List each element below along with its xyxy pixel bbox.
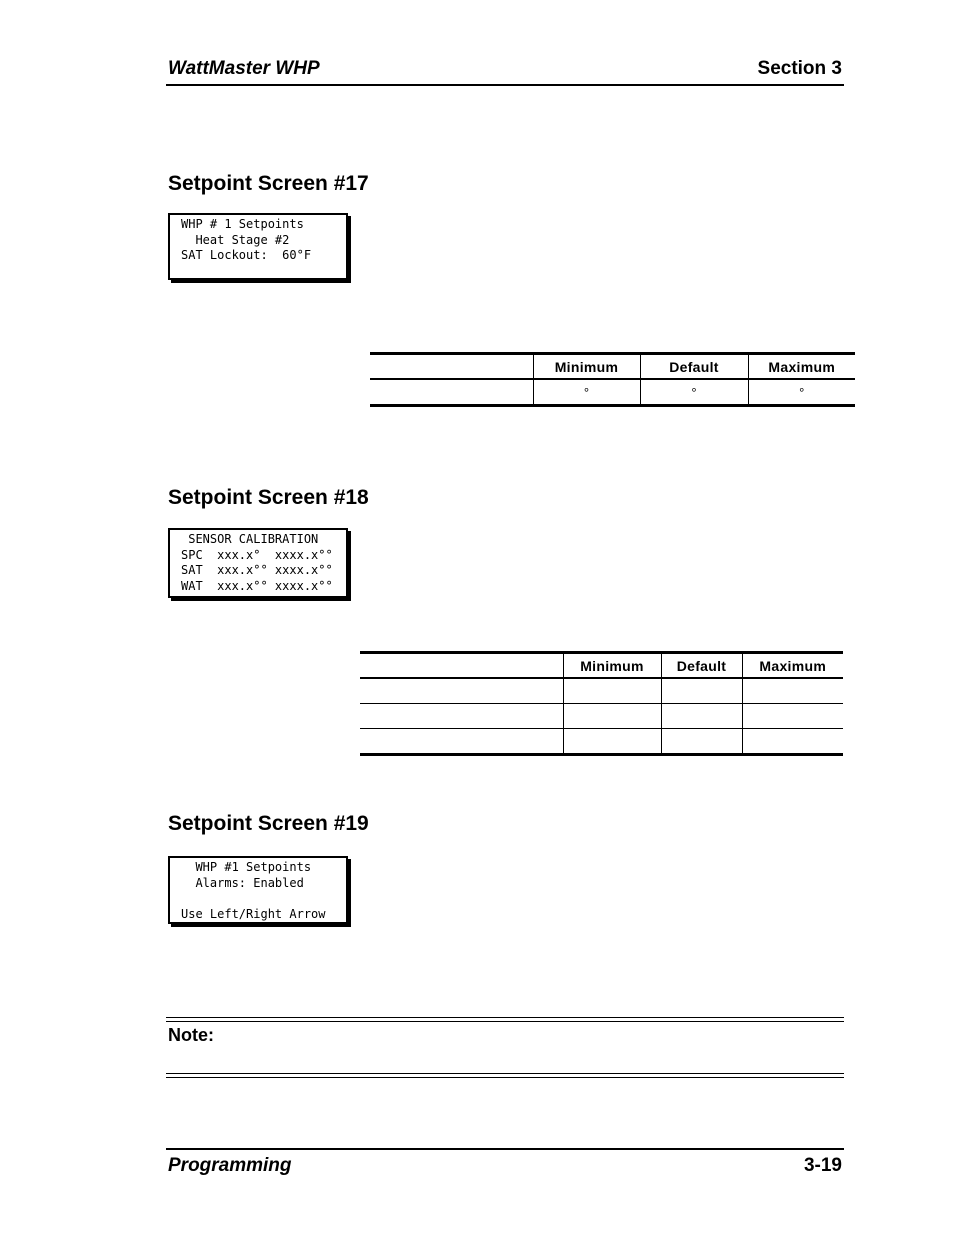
table-header-row [370, 354, 855, 380]
note-label: Note: [168, 1025, 214, 1045]
lcd-line [181, 891, 346, 907]
table-cell [661, 729, 742, 755]
table-cell [360, 678, 563, 704]
header-section: Section 3 [757, 58, 842, 79]
screen17-range-table [370, 352, 855, 407]
header-cell-blank [360, 653, 563, 679]
header-title: WattMaster WHP [168, 58, 320, 79]
table-cell [661, 678, 742, 704]
header-cell-default: Default [640, 354, 748, 380]
table-row [360, 678, 843, 704]
lcd-line: WHP #1 Setpoints [181, 860, 312, 874]
header-cell-maximum: Maximum [748, 354, 855, 380]
screen19-lcd-display [168, 856, 348, 924]
table-header-row [360, 653, 843, 679]
lcd-line: SAT xxx.x°° xxxx.x°° [181, 563, 333, 577]
table-cell [563, 678, 661, 704]
lcd-line: Heat Stage #2 [181, 232, 290, 247]
table-cell [661, 704, 742, 729]
note-rule-bottom [166, 1073, 844, 1078]
footer-page-number: 3-19 [803, 1155, 842, 1176]
table-cell [563, 729, 661, 755]
table-row [360, 704, 843, 729]
header-cell-minimum: Minimum [563, 653, 661, 679]
table-row [370, 379, 855, 406]
lcd-line: WAT xxx.x°° xxxx.x°° [181, 578, 333, 593]
screen18-lcd-display [168, 528, 348, 598]
table-cell: ° [748, 379, 855, 406]
table-cell [742, 729, 843, 755]
screen17-lcd-display [168, 213, 348, 280]
screen17-heading: Setpoint Screen #17 [168, 172, 369, 195]
header-cell-default: Default [661, 653, 742, 679]
screen19-heading: Setpoint Screen #19 [168, 812, 369, 835]
screen18-range-table [360, 651, 843, 756]
lcd-line: WHP # 1 Setpoints [181, 217, 304, 231]
table-cell [360, 729, 563, 755]
screen18-heading: Setpoint Screen #18 [168, 486, 369, 509]
header-cell-minimum: Minimum [533, 354, 640, 380]
table-cell [370, 379, 533, 406]
table-cell [360, 704, 563, 729]
lcd-line: SAT Lockout: 60°F [181, 248, 312, 262]
lcd-line: Alarms: Enabled [181, 875, 304, 890]
lcd-line: SPC xxx.x° xxxx.x°° [181, 547, 333, 562]
table-cell [742, 704, 843, 729]
lcd-line: SENSOR CALIBRATION [181, 532, 319, 546]
table-cell [742, 678, 843, 704]
header-rule [166, 84, 844, 86]
header-cell-blank [370, 354, 533, 380]
table-cell: ° [640, 379, 748, 406]
footer-chapter: Programming [168, 1155, 292, 1176]
footer-rule [166, 1148, 844, 1150]
header-cell-maximum: Maximum [742, 653, 843, 679]
lcd-line: Use Left/Right Arrow [181, 906, 326, 921]
table-cell: ° [533, 379, 640, 406]
table-row [360, 729, 843, 755]
note-rule-top [166, 1017, 844, 1022]
table-cell [563, 704, 661, 729]
